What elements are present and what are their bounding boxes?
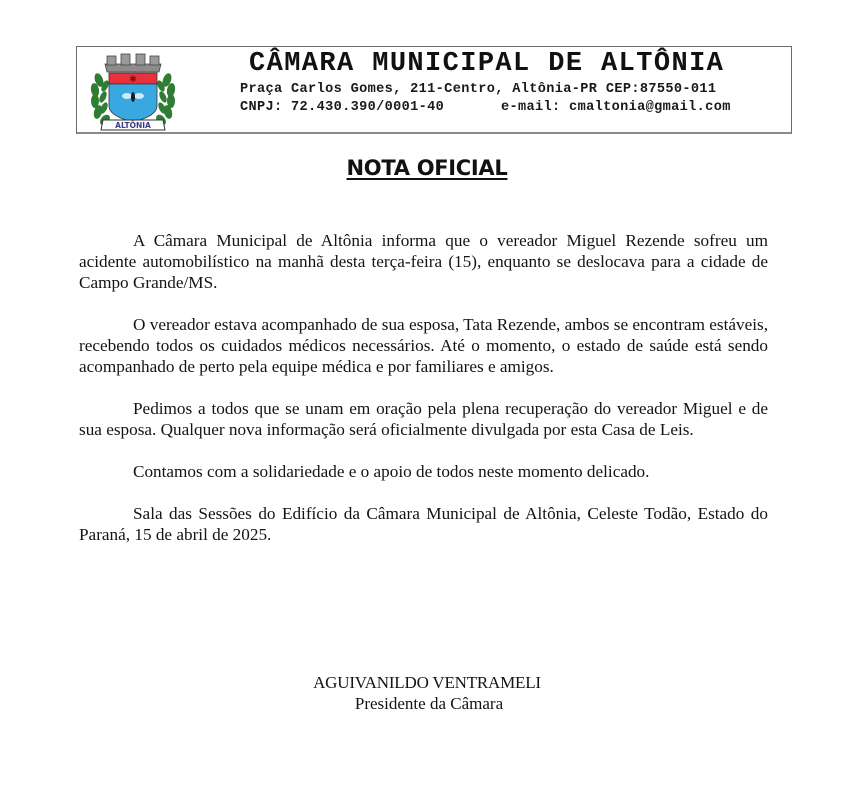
paragraph-prayer-request: Pedimos a todos que se unam em oração pela plena recuperação do vereador Miguel e de sua esposa. Qualquer nova informação será oficialmente divulgada por esta Casa de Leis. [79,399,768,439]
institution-cnpj: CNPJ: 72.430.390/0001-40 [240,100,445,115]
municipal-coat-of-arms-icon [85,50,181,132]
institution-address: Praça Carlos Gomes, 211-Centro, Altônia-PR CEP:87550-011 [240,82,717,97]
paragraph-place-date: Sala das Sessões do Edifício da Câmara Municipal de Altônia, Celeste Todão, Estado do Paraná, 15 de abril de 2025. [79,504,768,544]
shield [109,73,157,122]
letterhead [76,46,792,134]
signature-block [0,672,854,714]
crest-banner [101,120,165,130]
document-title-text: NOTA OFICIAL [346,156,508,180]
institution-contact-line [240,100,731,115]
signatory-name: AGUIVANILDO VENTRAMELI [313,673,541,692]
paragraph-solidarity: Contamos com a solidariedade e o apoio de todos neste momento delicado. [133,462,650,481]
paragraph-accident-notice: A Câmara Municipal de Altônia informa que o vereador Miguel Rezende sofreu um acidente automobilístico na manhã desta terça-feira (15), enquanto se deslocava para a cidade de Campo Grande/MS. [79,231,768,292]
signatory-role: Presidente da Câmara [354,694,504,713]
document-title [0,156,854,180]
svg-text:✱: ✱ [129,75,137,85]
paragraph-health-status: O vereador estava acompanhado de sua esposa, Tata Rezende, ambos se encontram estáveis, recebendo todos os cuidados médicos necessários. Até o momento, o estado de saúde está sendo acompanhado de perto pela equipe médica e por familiares e amigos. [79,315,768,376]
crest-banner-text: ALTÔNIA [115,121,151,130]
mural-crown [105,54,161,72]
document-body [79,230,768,566]
institution-email: e-mail: cmaltonia@gmail.com [501,100,731,115]
institution-name: CÂMARA MUNICIPAL DE ALTÔNIA [249,49,725,79]
